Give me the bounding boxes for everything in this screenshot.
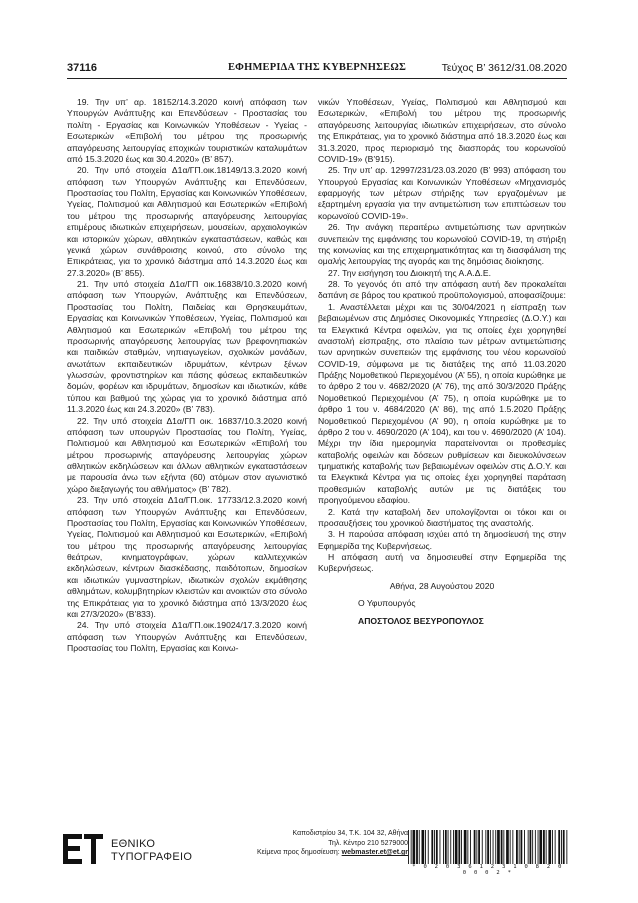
paragraph-28: 28. Το γεγονός ότι από την απόφαση αυτή δεν προκαλείται δαπάνη σε βάρος του κρατικού προϋπολογισμού, αποφασίζουμε:: [318, 279, 566, 301]
logo-line-2: ΤΥΠΟΓΡΑΦΕΙΟ: [111, 851, 193, 863]
paragraph-24: 24. Την υπό στοιχεία Δ1α/ΓΠ.οικ.19024/17.3.2020 κοινή απόφαση των Υπουργών Ανάπτυξης και Επενδύσεων, Προστασίας του Πολίτη, Εργασίας και Κοινω-: [67, 620, 307, 653]
left-column: [67, 97, 307, 654]
signature-role: Ο Υφυπουργός: [358, 598, 416, 609]
article-2: 2. Κατά την καταβολή δεν υπολογίζονται οι τόκοι και οι προσαυξήσεις του χρονικού διαστήματος της αναστολής.: [318, 506, 566, 528]
paragraph-21: 21. Την υπό στοιχεία Δ1α/ΓΠ οικ.16838/10.3.2020 κοινή απόφαση των Υπουργών, Ανάπτυξης και Επενδύσεων, Προστασίας του Πολίτη, Παιδείας και Θρησκευμάτων, Εργασίας και Κοινωνικών Υποθέσεων, Υγείας, Πολιτισμού και Αθλητισμού και Εσωτερικών «Επιβολή του μέτρου της προσωρινής απαγόρευσης λειτουργίας των βρεφονηπιακών και παιδικών σταθμών, νηπιαγωγείων, σχολικών μονάδων, ανωτάτων εκπαιδευτικών ιδρυμάτων, κέντρων ξένων γλωσσών, φροντιστηρίων και πάσης φύσεως εκπαιδευτικών δομών, φορέων και ιδρυμάτων, δημοσίων και ιδιωτικών, κάθε τύπου και βαθμού της χώρας για το χρονικό διάστημα από 11.3.2020 έως και 24.3.2020» (Β’ 783).: [67, 279, 307, 415]
page-header: [67, 62, 567, 79]
logo-text: [111, 838, 192, 864]
issue-number: Τεύχος B’ 3612/31.08.2020: [441, 62, 567, 74]
paragraph-25: 25. Την υπ’ αρ. 12997/231/23.03.2020 (Β’ 993) απόφαση του Υπουργού Εργασίας και Κοινωνικών Υποθέσεων «Μηχανισμός εφαρμογής των μέτρων στήριξης των εργαζομένων με εξαρτημένη εργασία για την αντιμετώπιση των επιπτώσεων του κορωνοϊού COVID-19».: [318, 165, 566, 221]
gazette-title: ΕΦΗΜΕΡΙΔΑ ΤΗΣ ΚΥΒΕΡΝΗΣΕΩΣ: [227, 62, 407, 73]
paragraph-19: 19. Την υπ’ αρ. 18152/14.3.2020 κοινή απόφαση των Υπουργών Ανάπτυξης και Επενδύσεων - Προστασίας του πολίτη - Εργασίας και Κοινωνικών Υποθέσεων - Υγείας - Εσωτερικών «Επιβολή του μέτρου της προσωρινής απαγόρευσης λειτουργίας εποχικών τουριστικών καταλυμάτων από 15.3.2020 έως και 30.4.2020» (Β’ 857).: [67, 97, 307, 164]
signature-name: ΑΠΟΣΤΟΛΟΣ ΒΕΣΥΡΟΠΟΥΛΟΣ: [358, 615, 484, 626]
article-1: 1. Αναστέλλεται μέχρι και τις 30/04/2021 η είσπραξη των βεβαιωμένων στις Δημόσιες Οικονομικές Υπηρεσίες (Δ.Ο.Υ.) και τα Ελεγκτικά Κέντρα οφειλών, για τις οποίες έχει χορηγηθεί αναστολή είσπραξης, στο πλαίσιο των μέτρων αντιμετώπισης των αρνητικών συνεπειών της εμφάνισης του νέου κορωνοϊού COVID-19, σύμφωνα με τις διατάξεις της από 11.03.2020 Πράξης Νομοθετικού Περιεχομένου (Α’ 55), η οποία κυρώθηκε με το άρθρο 2 του ν. 4682/2020 (Α’ 76), της από 30/3/2020 Πράξης Νομοθετικού Περιεχομένου (Α’ 75), η οποία κυρώθηκε με το άρθρο 1 του ν. 4684/2020 (Α’ 86), της από 1.5.2020 Πράξης Νομοθετικού Περιεχομένου (Α’ 90), η οποία κυρώθηκε με το άρθρο 2 του ν. 4690/2020 (Α’ 104), και του ν. 4690/2020 (Α’ 104). Μέχρι την ίδια ημερομηνία παρατείνονται οι προθεσμίες καταβολής οφειλών και δόσεων ρυθμίσεων και διευκολύνσεων τμηματικής καταβολής των βεβαιωμένων οφειλών στις Δ.Ο.Υ. και τα Ελεγκτικά Κέντρα για τις οποίες έχει χορηγηθεί παράταση προθεσμιών καταβολής αυτών με τις διατάξεις του προηγούμενου εδαφίου.: [318, 301, 566, 506]
paragraph-23: 23. Την υπό στοιχεία Δ1α/ΓΠ.οικ. 17733/12.3.2020 κοινή απόφαση των Υπουργών Ανάπτυξης και Επενδύσεων, Προστασίας του Πολίτη, Εργασίας και Κοινωνικών Υποθέσεων, Υγείας, Πολιτισμού και Αθλητισμού και Εσωτερικών, «Επιβολή του μέτρου της προσωρινής απαγόρευσης λειτουργίας θεάτρων, κινηματογράφων, χώρων καλλιτεχνικών εκδηλώσεων, κέντρων διασκέδασης, παιδότοπων, δημοσίων και ιδιωτικών γυμναστηρίων, ιδιωτικών σχολών εκμάθησης αθλημάτων, κολυμβητηρίων κλειστών και ανοικτών στο σύνολο της Επικράτειας για το χρονικό διάστημα από 13/3/2020 έως και 27/3/2020» (Β’833).: [67, 495, 307, 619]
article-3: 3. Η παρούσα απόφαση ισχύει από τη δημοσίευσή της στην Εφημερίδα της Κυβερνήσεως.: [318, 529, 566, 551]
paragraph-27: 27. Την εισήγηση του Διοικητή της Α.Α.Δ.Ε.: [328, 267, 491, 278]
logo-line-1: ΕΘΝΙΚΟ: [111, 838, 156, 850]
footer-phone: Τηλ. Κέντρο 210 5279000: [328, 839, 408, 847]
footer-email-link[interactable]: webmaster.et@et.gr: [341, 849, 408, 857]
national-printing-office-logo-icon: [63, 834, 103, 864]
page-number: 37116: [67, 62, 97, 74]
footer-contact: [223, 829, 408, 858]
paragraph-26: 26. Την ανάγκη περαιτέρω αντιμετώπισης των αρνητικών συνεπειών της εμφάνισης του κορωνοϊού COVID-19, τη στήριξη της κοινωνίας και της επιχειρηματικότητας και τη διασφάλιση της ομαλής λειτουργίας της αγοράς και της δημόσιας διοίκησης.: [318, 222, 566, 267]
barcode-icon: [408, 830, 568, 864]
paragraph-22: 22. Την υπό στοιχεία Δ1α/ΓΠ οικ. 16837/10.3.2020 κοινή απόφαση των υπουργών Προστασίας του Πολίτη, Υγείας, Πολιτισμού και Αθλητισμού και Εσωτερικών «Επιβολή του μέτρου προσωρινής απαγόρευσης λειτουργίας χώρων αθλητικών εκδηλώσεων και άλλων αθλητικών εγκαταστάσεων με παρουσία άνω των εξήντα (60) ατόμων στον αγωνιστικό χώρο διεξαγωγής του αθλήματος» (Β’ 782).: [67, 415, 307, 494]
paragraph-20: 20. Την υπό στοιχεία Δ1α/ΓΠ.οικ.18149/13.3.2020 κοινή απόφαση των Υπουργών Ανάπτυξης και Επενδύσεων, Προστασίας του Πολίτη, Εργασίας και Κοινωνικών Υποθέσεων, Υγείας, Πολιτισμού και Αθλητισμού και Εσωτερικών «Επιβολή του μέτρου της προσωρινής απαγόρευσης λειτουργίας επιμέρους ιδιωτικών επιχειρήσεων, μουσείων, αρχαιολογικών και ιστορικών χώρων, αθλητικών εγκαταστάσεων, καθώς και γενικά χώρων συνάθροισης κοινού, στο σύνολο της Επικράτειας, για το χρονικό διάστημα από 14.3.2020 έως και 27.3.2020» (Β’ 855).: [67, 165, 307, 278]
footer-contact-label: Κείμενα προς δημοσίευση:: [256, 849, 340, 857]
paragraph-24-continued: νικών Υποθέσεων, Υγείας, Πολιτισμού και Αθλητισμού και Εσωτερικών, «Επιβολή του μέτρου της προσωρινής απαγόρευσης λειτουργίας ιδιωτικών επιχειρήσεων, στο σύνολο της Επικράτειας, για το χρονικό διάστημα από 18.3.2020 έως και 31.3.2020, προς περιορισμό της διασποράς του κορωνοϊού COVID-19» (Β’915).: [318, 97, 566, 164]
footer-address: Καποδιστρίου 34, Τ.Κ. 104 32, Αθήνα: [292, 830, 408, 837]
signature-place-date: Αθήνα, 28 Αυγούστου 2020: [389, 580, 495, 591]
right-column: [318, 97, 566, 627]
barcode-number: * 0 2 0 3 6 1 2 3 1 0 8 2 0 0 0 0 2 *: [412, 864, 564, 876]
footer-submission: [223, 848, 408, 858]
publication-order: Η απόφαση αυτή να δημοσιευθεί στην Εφημερίδα της Κυβερνήσεως.: [318, 552, 566, 574]
